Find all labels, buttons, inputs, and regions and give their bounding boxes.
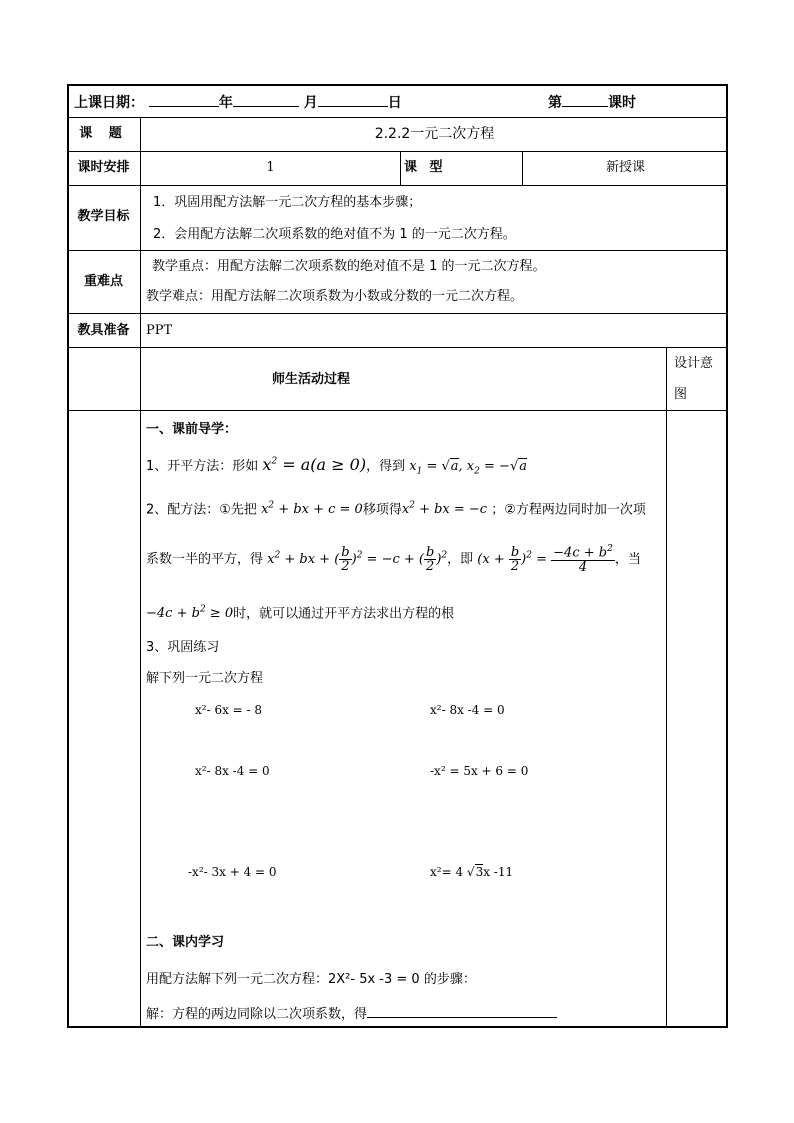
type-label: 课 型: [404, 160, 447, 175]
row-divider: [67, 117, 728, 118]
row-divider: [67, 313, 728, 314]
formula-line-2: [146, 501, 646, 518]
exercise-eq-1: x²- 6x = - 8: [195, 703, 263, 717]
item2-f: ，当: [614, 552, 641, 568]
month-blank[interactable]: [233, 92, 299, 107]
day-blank[interactable]: [318, 92, 388, 107]
item3-title: 3、巩固练习: [146, 640, 220, 655]
design-header: 设计意: [674, 356, 714, 371]
formula-moved: $x^2$ + bx = −c: [401, 501, 488, 518]
row-divider: [67, 410, 728, 411]
key-label: 重难点: [83, 274, 123, 289]
col-divider: [666, 347, 667, 1028]
formula-x2-a: $x^2 = a(a \ge 0)$: [262, 455, 367, 474]
formula-line-4: [146, 605, 454, 622]
formula-line-3: [146, 545, 641, 575]
formula-square: (x + $\frac{b}{2}$ )$^2$ = $\frac{-4c + b^2}{4}$: [477, 544, 613, 575]
eq6-part-a: x²= 4: [430, 865, 464, 879]
month-label: 月: [303, 95, 318, 111]
tools-value: PPT: [146, 323, 173, 338]
item2-b: 移项得: [362, 502, 402, 518]
process-header: 师生活动过程: [272, 372, 351, 387]
eq6-part-c: x -11: [483, 865, 514, 879]
section2-title: 二、课内学习: [146, 935, 225, 950]
row-divider: [67, 347, 728, 348]
item2-c: ；②方程两边同时加一次项: [491, 502, 646, 518]
lesson-blank[interactable]: [562, 92, 608, 107]
course-title: 2.2.2一元二次方程: [374, 126, 495, 142]
exercise-eq-5: -x²- 3x + 4 = 0: [188, 865, 277, 879]
lesson-number: [548, 92, 636, 112]
course-label: 课 题: [79, 126, 128, 141]
eq6-radicand: 3: [475, 865, 484, 879]
formula-complete: $x^2$ + bx + ( $\frac{b}{2}$ )$^2$ = −c + ( $\frac{b}{2}$ )$^2$: [267, 544, 448, 575]
goal-item: 1．巩固用配方法解一元二次方程的基本步骤；: [153, 195, 422, 210]
section2-line-2: [146, 1003, 557, 1023]
item1-mid: ，得到: [366, 459, 406, 474]
col-divider: [400, 151, 401, 185]
key-difficulty: 教学难点：用配方法解二次项系数为小数或分数的一元二次方程。: [146, 289, 524, 304]
date-label: 上课日期：: [74, 95, 144, 111]
schedule-value: 1: [266, 160, 275, 175]
item2-a: 2、配方法：①先把: [146, 502, 257, 518]
schedule-label: 课时安排: [77, 160, 130, 175]
type-value: 新授课: [605, 160, 645, 175]
section1-title: 一、课前导学：: [146, 422, 238, 437]
design-header: 图: [674, 387, 688, 402]
year-blank[interactable]: [149, 92, 219, 107]
lesson-prefix: 第: [548, 95, 562, 111]
goal-item: 2．会用配方法解二次项系数的绝对值不为 1 的一元二次方程。: [153, 227, 516, 242]
row-divider: [67, 250, 728, 251]
item1-prefix: 1、开平方法：形如: [146, 459, 259, 474]
exercise-eq-6: x²= 4 √3x -11: [430, 865, 514, 879]
row-divider: [67, 151, 728, 152]
item2-g: 时，就可以通过开平方法求出方程的根: [233, 606, 455, 622]
col-divider: [140, 117, 141, 1028]
answer-blank[interactable]: [367, 1003, 557, 1018]
year-label: 年: [218, 95, 233, 111]
day-label: 日: [387, 95, 402, 111]
item2-e: ，即: [447, 552, 474, 568]
exercise-eq-4: -x² = 5x + 6 = 0: [430, 764, 529, 778]
tools-label: 教具准备: [77, 323, 130, 338]
section2-line-2-text: 解：方程的两边同除以二次项系数，得: [146, 1007, 368, 1022]
section2-line-1: 用配方法解下列一元二次方程：2X²- 5x -3 = 0 的步骤：: [146, 972, 476, 987]
lesson-suffix: 课时: [608, 95, 636, 111]
formula-condition: $-4c + b^2 \ge 0$: [146, 605, 234, 622]
goals-label: 教学目标: [77, 209, 130, 224]
item3-subtitle: 解下列一元二次方程: [146, 671, 264, 686]
exercise-eq-2: x²- 8x -4 = 0: [430, 703, 505, 717]
key-focus: 教学重点：用配方法解二次项系数的绝对值不是 1 的一元二次方程。: [152, 259, 546, 274]
date-row: [74, 92, 402, 112]
formula-general: $x^2$ + bx + c = 0: [261, 501, 363, 518]
item2-d: 系数一半的平方，得: [146, 552, 264, 568]
formula-roots: $x_1 = √a$, $x_2 = -√a$: [409, 459, 527, 477]
exercise-eq-3: x²- 8x -4 = 0: [195, 764, 270, 778]
formula-line-1: [146, 455, 527, 477]
row-divider: [67, 185, 728, 186]
